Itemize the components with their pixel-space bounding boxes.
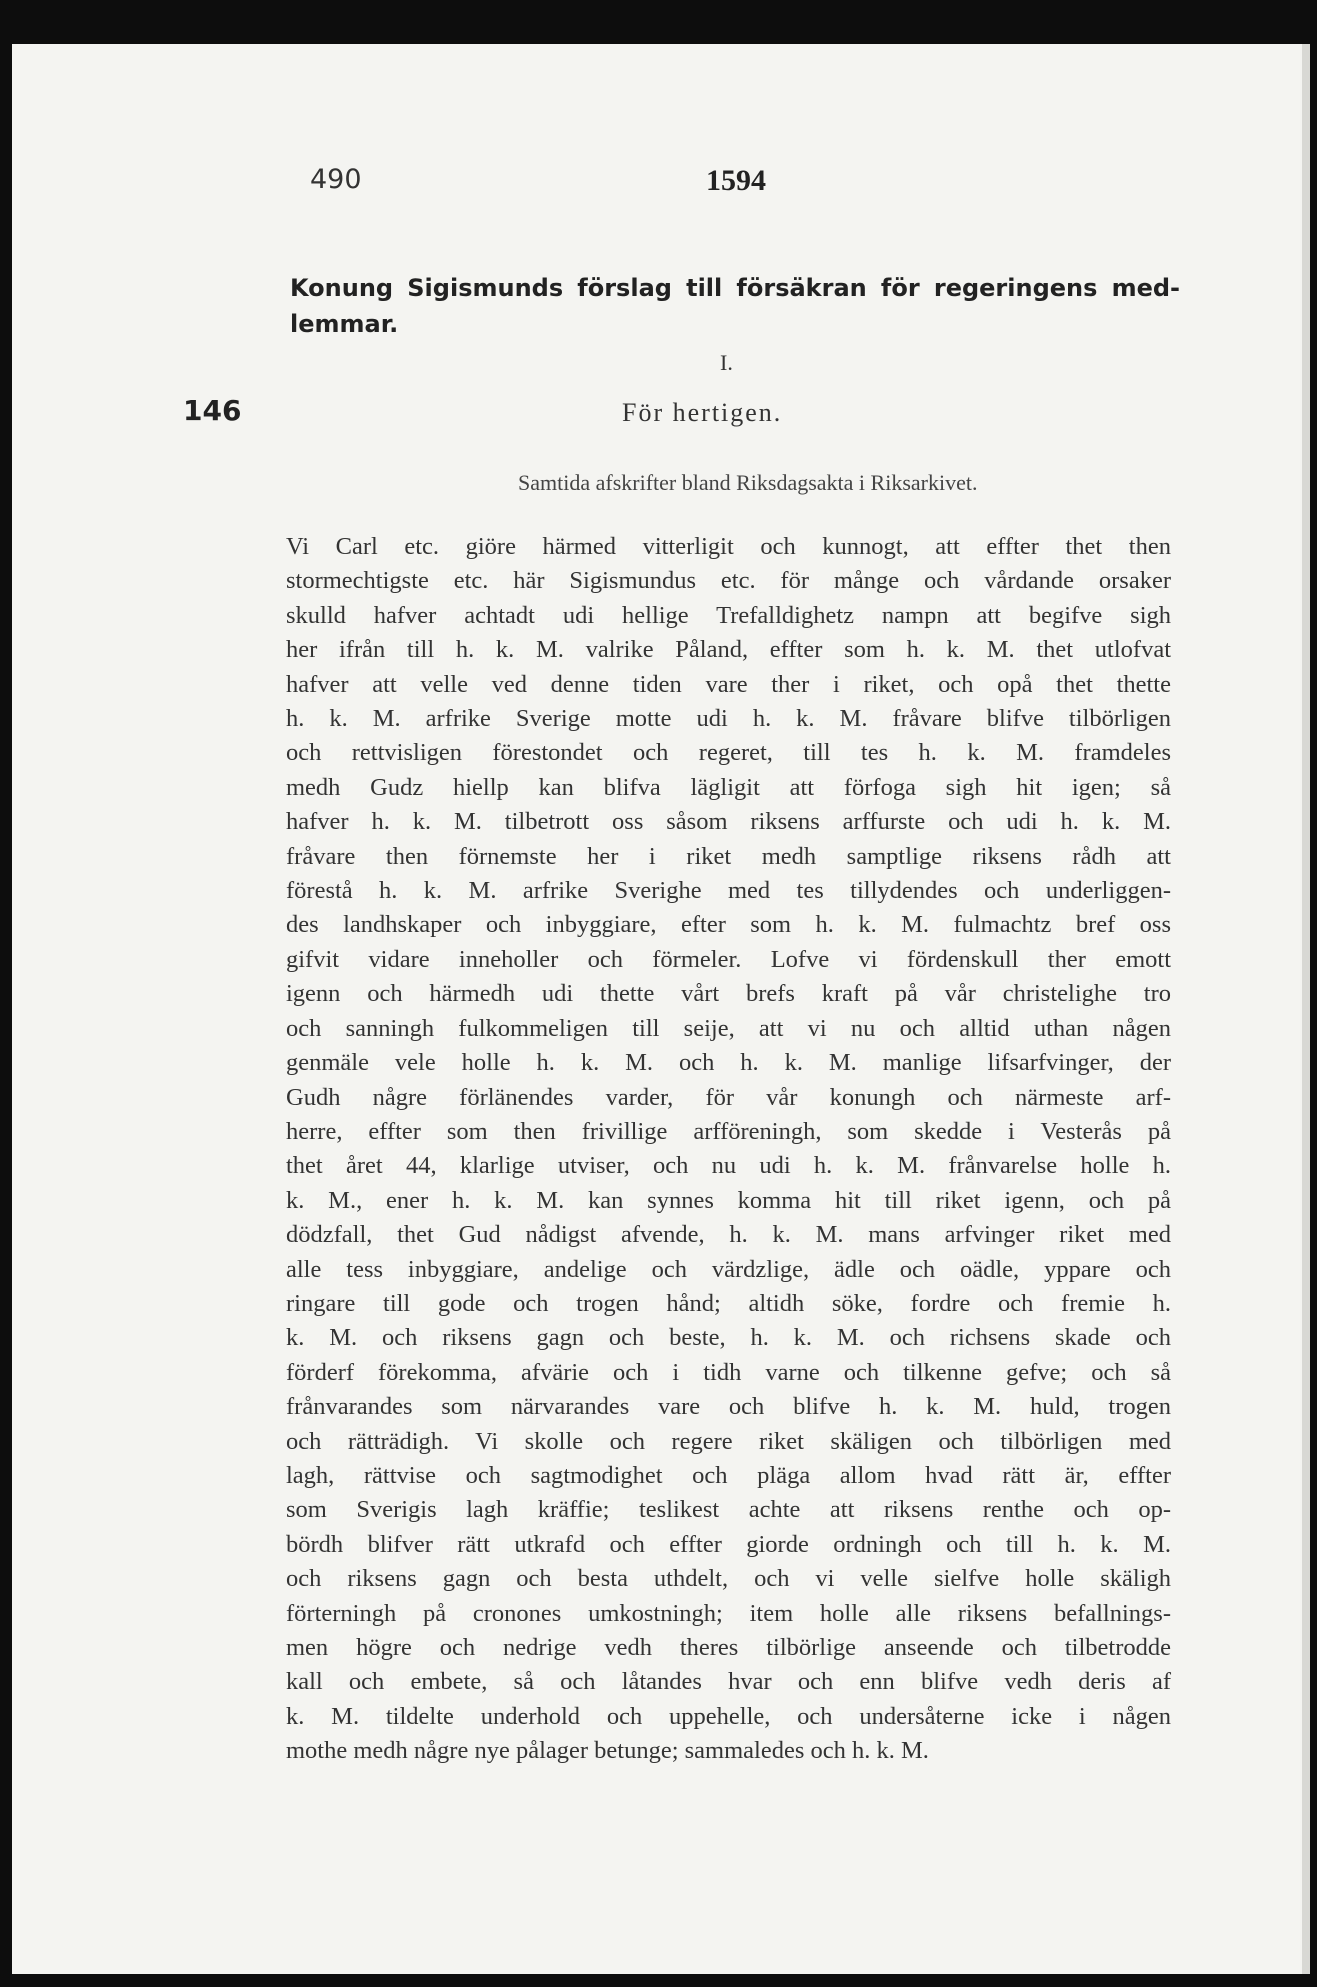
page-year: 1594 xyxy=(706,164,766,197)
text-line: frånvarandes som närvarandes vare och blifve h. k. M. huld, trogen xyxy=(286,1393,1171,1421)
text-line: Vi Carl etc. giöre härmed vitterligit och kunnogt, att effter thet then xyxy=(286,533,1171,560)
text-line: bördh blifver rätt utkrafd och effter giorde ordningh och till h. k. M. xyxy=(286,1530,1171,1558)
text-line: och rätträdigh. Vi skolle och regere riket skäligen och tilbörligen med xyxy=(286,1427,1171,1455)
text-line: igenn och härmedh udi thette vårt brefs kraft på vår christelighe tro xyxy=(286,980,1171,1008)
text-line: k. M. och riksens gagn och beste, h. k. M. och richsens skade och xyxy=(286,1324,1171,1352)
text-line: som Sverigis lagh kräffie; teslikest achte att riksens renthe och op- xyxy=(286,1496,1171,1524)
text-line: medh Gudz hiellp kan blifva lägligit att förfoga sigh hit igen; så xyxy=(286,773,1171,801)
text-line: lagh, rättvise och sagtmodighet och pläga allom hvad rätt är, effter xyxy=(286,1461,1171,1489)
text-line: men högre och nedrige vedh theres tilbörlige anseende och tilbetrodde xyxy=(286,1634,1171,1661)
text-line: kall och embete, så och låtandes hvar och enn blifve vedh deris af xyxy=(286,1668,1171,1696)
page-edge xyxy=(1302,44,1310,1974)
text-line: des landhskaper och inbyggiare, efter som h. k. M. fulmachtz bref oss xyxy=(286,911,1171,939)
text-line: her ifrån till h. k. M. valrike Påland, effter som h. k. M. thet utlofvat xyxy=(286,636,1171,664)
text-line: och rettvisligen förestondet och regeret, till tes h. k. M. framdeles xyxy=(286,739,1171,767)
text-line: och riksens gagn och besta uthdelt, och vi velle sielfve holle skäligh xyxy=(286,1565,1171,1593)
text-line: ringare till gode och trogen hånd; altidh söke, fordre och fremie h. xyxy=(286,1289,1171,1317)
page-number: 490 xyxy=(310,164,362,195)
text-line: Gudh någre förlänendes varder, för vår konungh och närmeste arf- xyxy=(286,1083,1171,1111)
text-line: herre, effter som then frivillige arfföreningh, som skedde i Vesterås på xyxy=(286,1117,1171,1145)
text-line: mothe medh någre nye pålager betunge; sammaledes och h. k. M. xyxy=(286,1737,929,1765)
body-text xyxy=(286,530,1171,1769)
text-line: alle tess inbyggiare, andelige och värdzlige, ädle och oädle, yppare och xyxy=(286,1255,1171,1283)
text-line: h. k. M. arfrike Sverige motte udi h. k. M. fråvare blifve tilbörligen xyxy=(286,705,1171,733)
text-line: förestå h. k. M. arfrike Sverighe med tes tillydendes och underliggen- xyxy=(286,877,1171,905)
section-heading: För hertigen. xyxy=(622,398,783,427)
text-line: skulld hafver achtadt udi hellige Trefalldighetz nampn att begifve sigh xyxy=(286,601,1171,629)
text-line: förderf förekomma, afvärie och i tidh varne och tilkenne gefve; och så xyxy=(286,1358,1171,1386)
title-line: lemmar. xyxy=(290,310,399,338)
margin-number: 146 xyxy=(183,394,242,427)
text-line: fråvare then förnemste her i riket medh samptlige riksens rådh att xyxy=(286,842,1171,870)
source-note: Samtida afskrifter bland Riksdagsakta i Riksarkivet. xyxy=(518,470,978,495)
text-line: hafver att velle ved denne tiden vare ther i riket, och opå thet thette xyxy=(286,670,1171,698)
text-line: gifvit vidare inneholler och förmeler. Lofve vi fördenskull ther emott xyxy=(286,945,1171,973)
document-title xyxy=(290,270,1180,342)
text-line: stormechtigste etc. här Sigismundus etc. för månge och vårdande orsaker xyxy=(286,567,1171,595)
text-line: thet året 44, klarlige utviser, och nu udi h. k. M. frånvarelse holle h. xyxy=(286,1152,1171,1180)
text-line: genmäle vele holle h. k. M. och h. k. M. manlige lifsarfvinger, der xyxy=(286,1049,1171,1077)
section-number: I. xyxy=(720,350,733,375)
title-line: Konung Sigismunds förslag till försäkran för regeringens med- xyxy=(290,274,1180,302)
text-line: förterningh på cronones umkostningh; item holle alle riksens befallnings- xyxy=(286,1599,1171,1627)
text-line: k. M., ener h. k. M. kan synnes komma hit till riket igenn, och på xyxy=(286,1186,1171,1214)
text-line: k. M. tildelte underhold och uppehelle, och undersåterne icke i någen xyxy=(286,1702,1171,1730)
text-line: hafver h. k. M. tilbetrott oss såsom riksens arffurste och udi h. k. M. xyxy=(286,808,1171,836)
text-line: dödzfall, thet Gud nådigst afvende, h. k. M. mans arfvinger riket med xyxy=(286,1221,1171,1249)
text-line: och sanningh fulkommeligen till seije, att vi nu och alltid uthan någen xyxy=(286,1014,1171,1042)
